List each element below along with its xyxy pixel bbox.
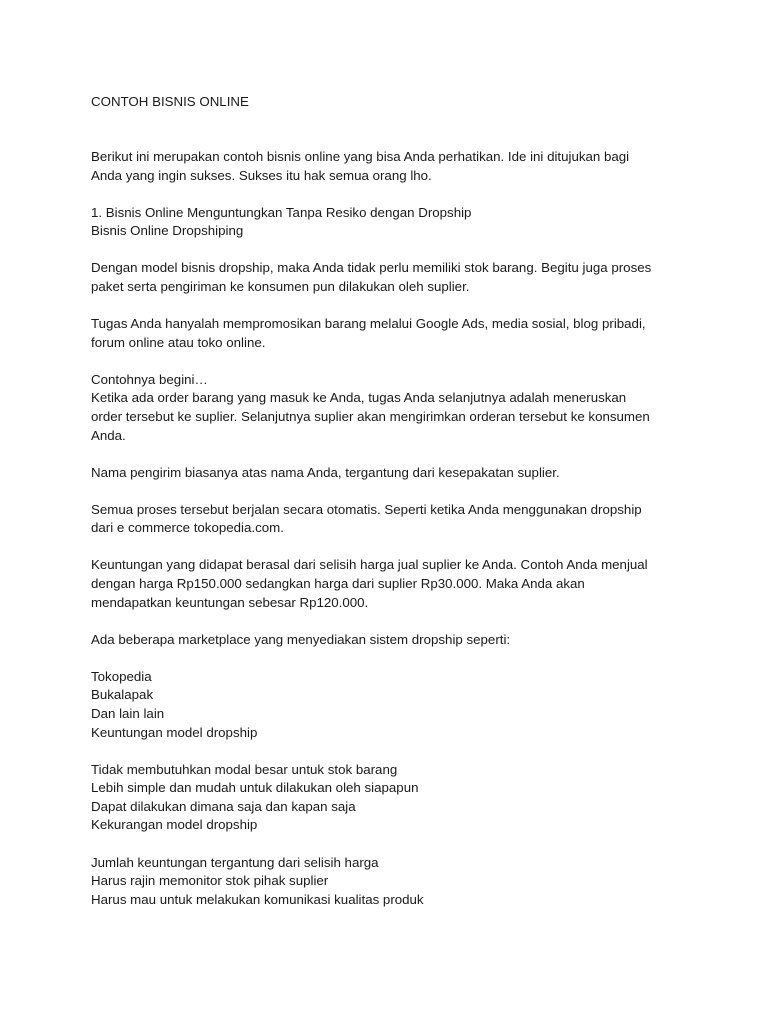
paragraph-section-heading xyxy=(91,204,691,241)
list-item: Dapat dilakukan dimana saja dan kapan saja xyxy=(91,798,356,814)
list-marketplaces xyxy=(91,668,691,742)
paragraph-example xyxy=(91,371,691,445)
list-item: Harus mau untuk melakukan komunikasi kualitas produk xyxy=(91,891,424,907)
list-item: Dan lain lain xyxy=(91,705,165,721)
list-item: Bukalapak xyxy=(91,687,154,703)
list-item: Keuntungan model dropship xyxy=(91,724,258,740)
document-body xyxy=(91,92,691,928)
text-line: dari e commerce tokopedia.com. xyxy=(91,520,284,536)
text-line: forum online atau toko online. xyxy=(91,334,266,350)
list-item: Lebih simple dan mudah untuk dilakukan oleh siapapun xyxy=(91,780,419,796)
text-line: Ketika ada order barang yang masuk ke Anda, tugas Anda selanjutnya adalah meneruskan xyxy=(91,390,627,406)
text-line: Dengan model bisnis dropship, maka Anda tidak perlu memiliki stok barang. Begitu juga proses xyxy=(91,260,652,276)
text-line: 1. Bisnis Online Menguntungkan Tanpa Resiko dengan Dropship xyxy=(91,204,472,220)
paragraph-automatic xyxy=(91,501,691,538)
text-line: Semua proses tersebut berjalan secara otomatis. Seperti ketika Anda menggunakan dropship xyxy=(91,501,642,517)
text-line: paket serta pengiriman ke konsumen pun dilakukan oleh suplier. xyxy=(91,278,470,294)
list-advantages xyxy=(91,761,691,835)
paragraph-tasks xyxy=(91,315,691,352)
document-title: CONTOH BISNIS ONLINE xyxy=(91,94,249,109)
text-line: Keuntungan yang didapat berasal dari selisih harga jual suplier ke Anda. Contoh Anda menjual xyxy=(91,557,648,573)
list-item: Tidak membutuhkan modal besar untuk stok barang xyxy=(91,761,398,777)
text-line: Anda yang ingin sukses. Sukses itu hak semua orang lho. xyxy=(91,167,432,183)
text-line: Bisnis Online Dropshiping xyxy=(91,223,244,239)
text-line: Nama pengirim biasanya atas nama Anda, tergantung dari kesepakatan suplier. xyxy=(91,464,560,480)
title-spacer xyxy=(91,111,691,148)
text-line: Tugas Anda hanyalah mempromosikan barang melalui Google Ads, media sosial, blog pribadi, xyxy=(91,316,646,332)
list-item: Tokopedia xyxy=(91,668,152,684)
paragraph-profit xyxy=(91,556,691,612)
text-line: Contohnya begini… xyxy=(91,371,208,387)
paragraph-sender-name xyxy=(91,464,691,483)
text-line: Berikut ini merupakan contoh bisnis online yang bisa Anda perhatikan. Ide ini ditujukan bagi xyxy=(91,149,630,164)
paragraph-marketplace-intro xyxy=(91,631,691,650)
text-line: dengan harga Rp150.000 sedangkan harga dari suplier Rp30.000. Maka Anda akan xyxy=(91,576,585,591)
list-disadvantages xyxy=(91,854,691,910)
paragraph-dropship-model xyxy=(91,259,691,296)
text-line: order tersebut ke suplier. Selanjutnya suplier akan mengirimkan orderan tersebut ke konsumen xyxy=(91,408,650,424)
list-item: Harus rajin memonitor stok pihak suplier xyxy=(91,873,329,889)
list-item: Kekurangan model dropship xyxy=(91,817,258,833)
text-line: Anda. xyxy=(91,427,126,443)
paragraph-intro xyxy=(91,148,691,185)
list-item: Jumlah keuntungan tergantung dari selisih harga xyxy=(91,854,379,870)
text-line: Ada beberapa marketplace yang menyediakan sistem dropship seperti: xyxy=(91,631,511,647)
text-line: mendapatkan keuntungan sebesar Rp120.000. xyxy=(91,594,369,610)
